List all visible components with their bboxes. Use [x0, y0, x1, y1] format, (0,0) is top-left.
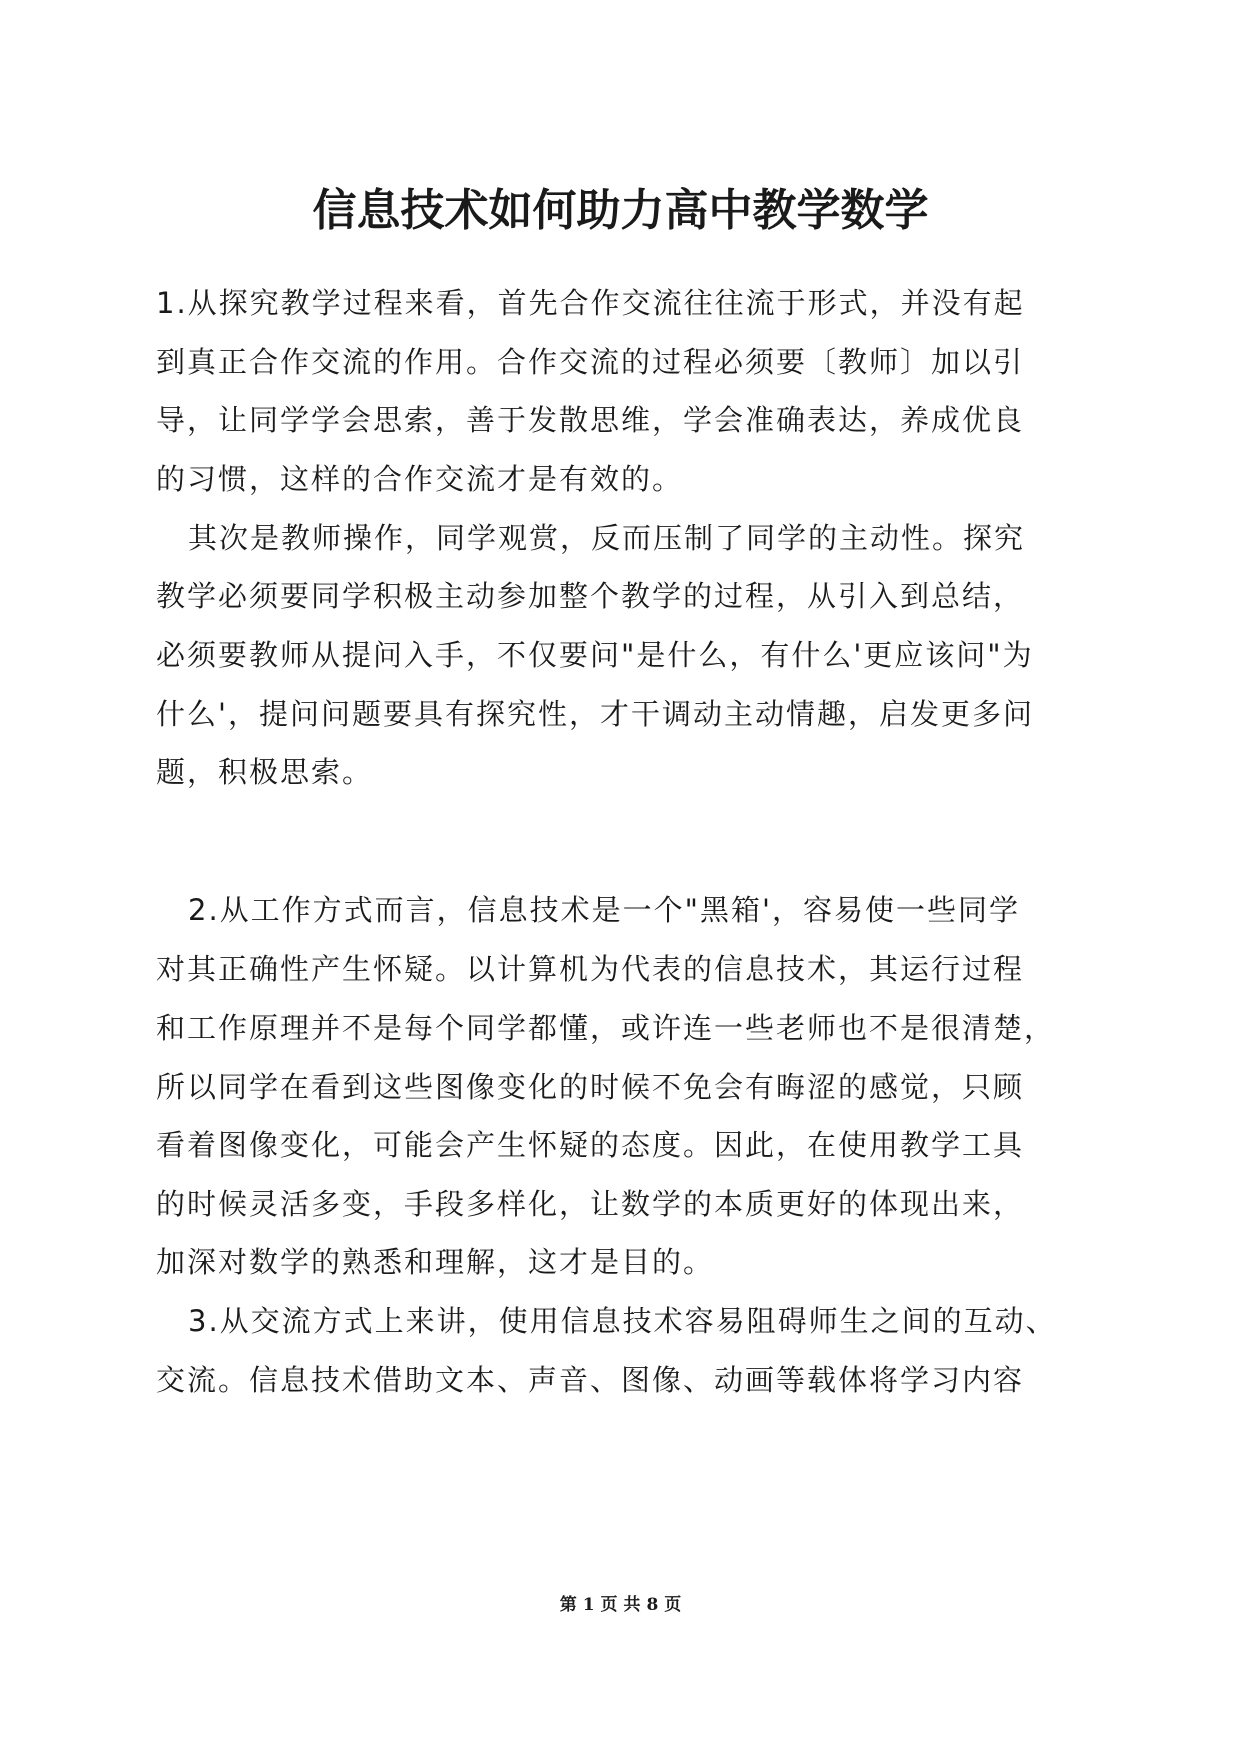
paragraph-1-line-1: 1.从探究教学过程来看，首先合作交流往往流于形式，并没有起	[156, 286, 1025, 320]
paragraph-2-line-5: 题，积极思索。	[156, 755, 374, 789]
paragraph-1-line-4: 的习惯，这样的合作交流才是有效的。	[156, 462, 684, 496]
paragraph-3-line-4: 所以同学在看到这些图像变化的时候不免会有晦涩的感觉，只顾	[156, 1070, 1025, 1104]
current-page-number: 1	[582, 1595, 595, 1615]
paragraph-4-line-2: 交流。信息技术借助文本、声音、图像、动画等载体将学习内容	[156, 1363, 1025, 1397]
paragraph-3-line-6: 的时候灵活多变，手段多样化，让数学的本质更好的体现出来，	[156, 1187, 1025, 1221]
paragraph-3-line-3: 和工作原理并不是每个同学都懂，或许连一些老师也不是很清楚，	[156, 1011, 1056, 1045]
paragraph-2-line-1: 其次是教师操作，同学观赏，反而压制了同学的主动性。探究	[188, 521, 1026, 555]
paragraph-4-line-1: 3.从交流方式上来讲，使用信息技术容易阻碍师生之间的互动、	[188, 1304, 1057, 1338]
paragraph-3-line-7: 加深对数学的熟悉和理解，这才是目的。	[156, 1245, 715, 1279]
footer-middle: 页 共	[600, 1595, 641, 1615]
paragraph-3-line-2: 对其正确性产生怀疑。以计算机为代表的信息技术，其运行过程	[156, 952, 1025, 986]
footer-suffix: 页	[664, 1595, 682, 1615]
paragraph-1-line-3: 导，让同学学会思索，善于发散思维，学会准确表达，养成优良	[156, 403, 1025, 437]
paragraph-3-line-5: 看着图像变化，可能会产生怀疑的态度。因此，在使用教学工具	[156, 1128, 1025, 1162]
paragraph-1-line-2: 到真正合作交流的作用。合作交流的过程必须要〔教师〕加以引	[156, 345, 1025, 379]
footer-prefix: 第	[559, 1595, 577, 1615]
paragraph-2-line-2: 教学必须要同学积极主动参加整个教学的过程，从引入到总结，	[156, 579, 1025, 613]
document-title: 信息技术如何助力高中教学数学	[312, 185, 929, 236]
total-pages-number: 8	[646, 1595, 659, 1615]
page-footer	[0, 1593, 1241, 1617]
paragraph-2-line-4: 什么'，提问问题要具有探究性，才干调动主动情趣，启发更多问	[156, 697, 1034, 731]
paragraph-3-line-1: 2.从工作方式而言，信息技术是一个"黑箱'，容易使一些同学	[188, 893, 1020, 927]
paragraph-2-line-3: 必须要教师从提问入手，不仅要问"是什么，有什么'更应该问"为	[156, 638, 1034, 672]
